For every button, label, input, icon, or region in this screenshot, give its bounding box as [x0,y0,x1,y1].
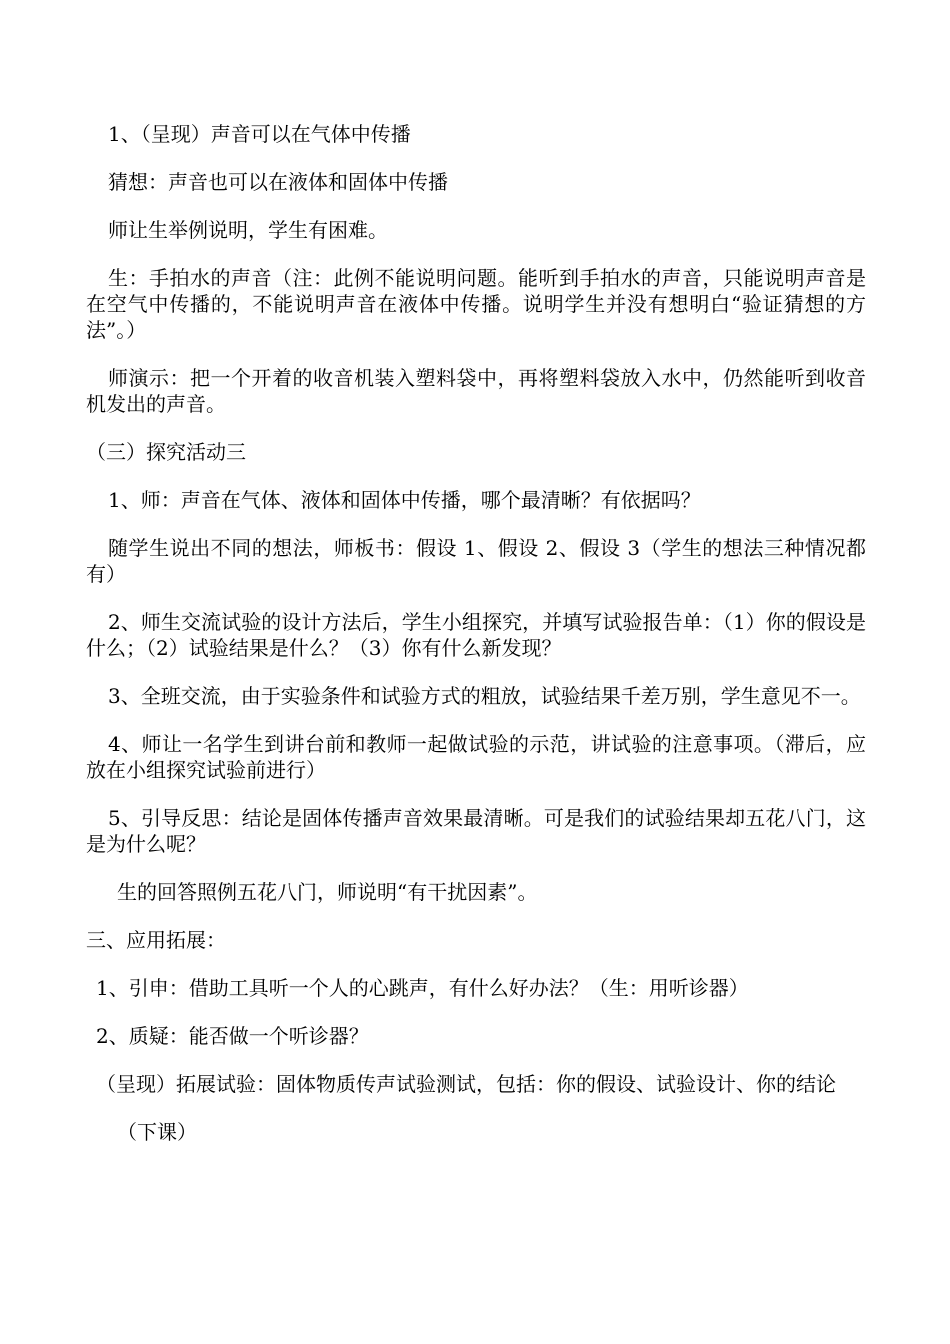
paragraph-2: 猜想：声音也可以在液体和固体中传播 [108,170,448,194]
paragraph-7: 随学生说出不同的想法，师板书：假设 1、假设 2、假设 3（学生的想法三种情况都有） [86,536,866,586]
paragraph-10: 4、师让一名学生到讲台前和教师一起做试验的示范，讲试验的注意事项。（滞后，应放在小组探究试验前进行） [86,732,866,782]
paragraph-16: （下课） [117,1120,197,1144]
paragraph-4: 生：手拍水的声音（注：此例不能说明问题。能听到手拍水的声音，只能说明声音是在空气中传播的，不能说明声音在液体中传播。说明学生并没有想明白“验证猜想的方法”。） [86,266,866,342]
paragraph-1: 1、（呈现）声音可以在气体中传播 [108,122,411,146]
section-heading-application: 三、应用拓展： [86,928,226,952]
document-body [86,121,866,1167]
paragraph-14: 2、质疑：能否做一个听诊器？ [96,1024,369,1048]
section-heading-activity-3: （三）探究活动三 [86,440,246,464]
paragraph-6: 1、师：声音在气体、液体和固体中传播，哪个最清晰？有依据吗？ [108,488,701,512]
paragraph-15: （呈现）拓展试验：固体物质传声试验测试，包括：你的假设、试验设计、你的结论 [96,1072,836,1096]
paragraph-12: 生的回答照例五花八门，师说明“有干扰因素”。 [117,880,538,904]
paragraph-8: 2、师生交流试验的设计方法后，学生小组探究，并填写试验报告单：（1）你的假设是什么；（2）试验结果是什么？（3）你有什么新发现？ [86,610,866,660]
paragraph-3: 师让生举例说明，学生有困难。 [108,218,388,242]
paragraph-11: 5、引导反思：结论是固体传播声音效果最清晰。可是我们的试验结果却五花八门，这是为什么呢？ [86,806,866,856]
paragraph-5: 师演示：把一个开着的收音机装入塑料袋中，再将塑料袋放入水中，仍然能听到收音机发出的声音。 [86,366,866,416]
paragraph-9: 3、全班交流，由于实验条件和试验方式的粗放，试验结果千差万别，学生意见不一。 [108,684,861,708]
paragraph-13: 1、引申：借助工具听一个人的心跳声，有什么好办法？（生：用听诊器） [96,976,749,1000]
